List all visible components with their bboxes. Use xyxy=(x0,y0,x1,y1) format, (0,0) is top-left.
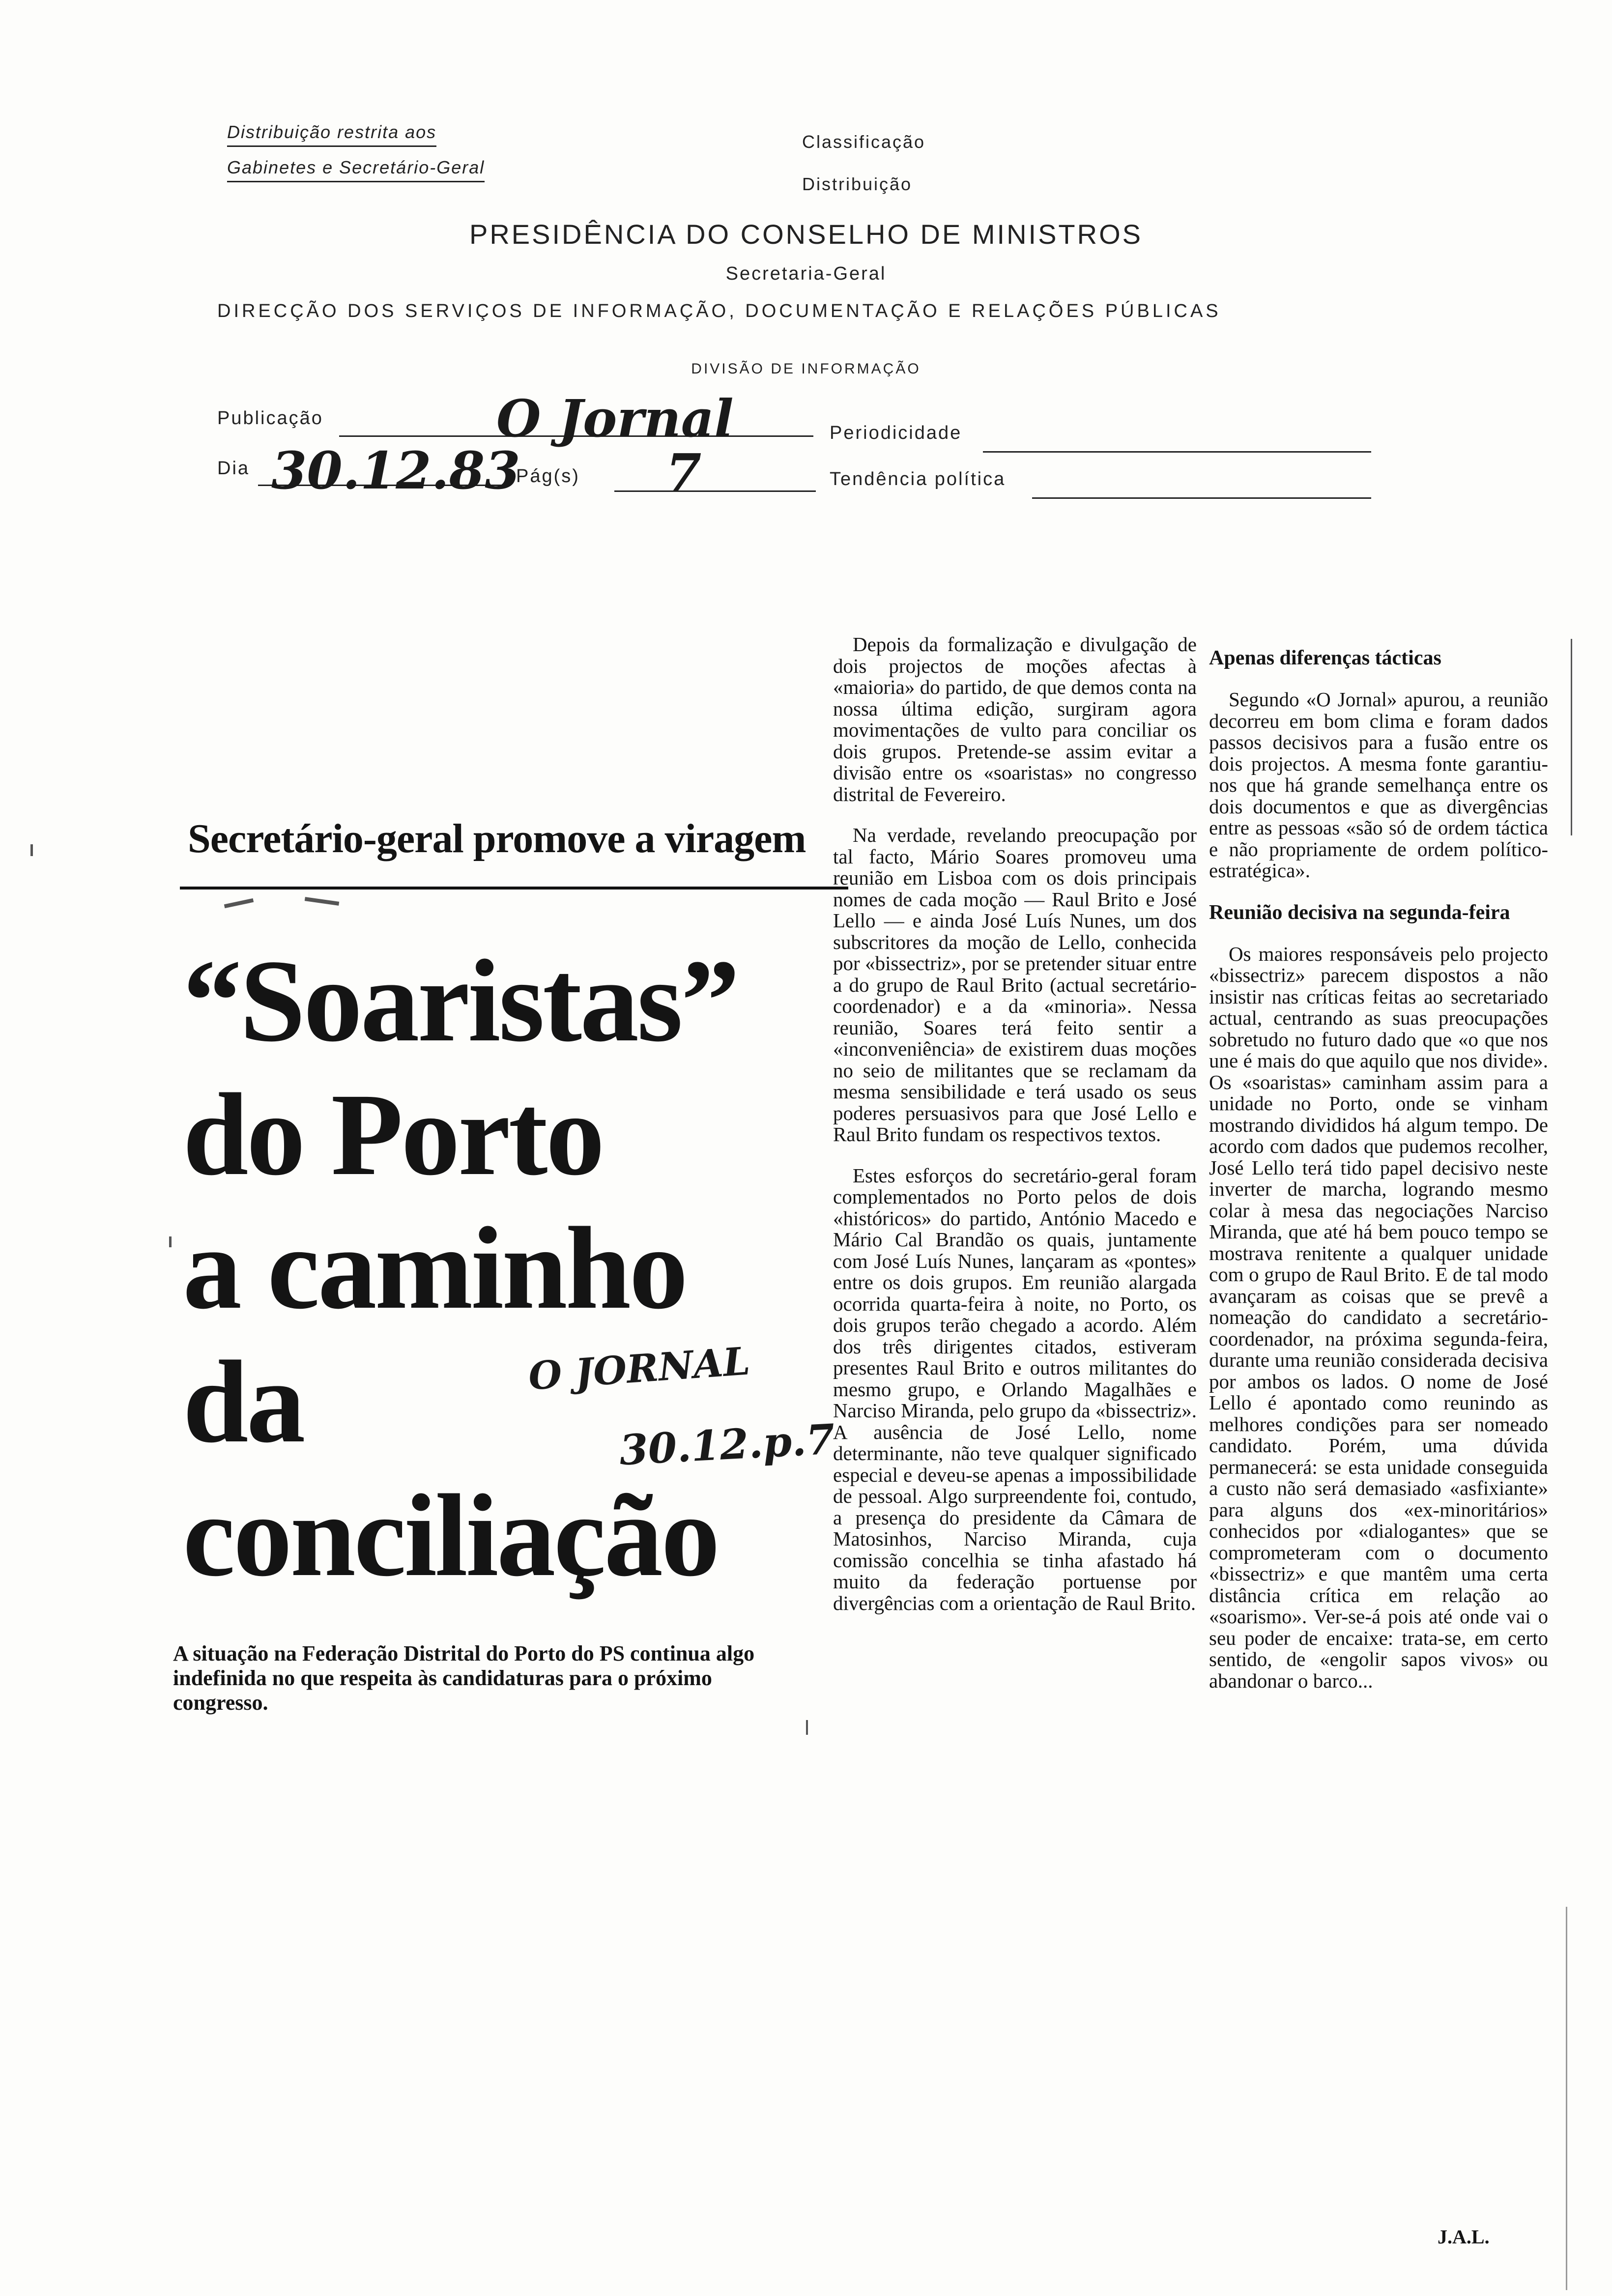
publication-label: Publicação xyxy=(217,408,323,429)
article-paragraph: Depois da formalização e divulgação de dois projectos de moções afectas à «maioria» do partido, de que demos conta na nossa última edição, surgiram agora movimentações de vulto para conciliar os dois grupos. Pretende-se assim evitar a divisão entre os «soaristas» no congresso distrital de Fevereiro. xyxy=(833,633,1197,805)
periodicity-field-line xyxy=(983,451,1371,453)
classification-label: Classificação xyxy=(802,132,926,152)
scan-speck xyxy=(30,844,33,856)
headline-line: “Soaristas” xyxy=(183,935,738,1066)
ministry-title: PRESIDÊNCIA DO CONSELHO DE MINISTROS xyxy=(469,219,1143,250)
archive-annotation-line2: 30.12.p.7 xyxy=(618,1414,836,1475)
article-signature: J.A.L. xyxy=(1438,2226,1490,2248)
pages-label: Pág(s) xyxy=(516,466,580,487)
publication-handwritten: O Jornal xyxy=(496,388,734,449)
distribution-restriction-line2: Gabinetes e Secretário-Geral xyxy=(227,157,485,182)
day-handwritten: 30.12.83 xyxy=(271,440,520,501)
article-column-1 xyxy=(833,634,1197,1614)
day-label: Dia xyxy=(217,458,250,479)
subheading: Apenas diferenças tácticas xyxy=(1209,647,1441,669)
headline-line: do Porto xyxy=(183,1069,603,1200)
headline-line: conciliação xyxy=(183,1470,719,1601)
directorate-title: DIRECÇÃO DOS SERVIÇOS DE INFORMAÇÃO, DOCUMENTAÇÃO E RELAÇÕES PÚBLICAS xyxy=(217,301,1221,321)
article-paragraph: Estes esforços do secretário-geral foram complementados no Porto pelos de dois «históricos» do partido, António Macedo e Mário Cal Brandão os quais, juntamente com José Luís Nunes, lançaram as «pontes» entre os dois grupos. Em reunião alargada ocorrida quarta-feira à noite, no Porto, os dois grupos terão chegado a acordo. Além dos três dirigentes citados, estiveram presentes Raul Brito e outros militantes do mesmo grupo, e Orlando Magalhães e Narciso Miranda, pelo grupo da «bissectriz». A ausência de José Lello, nome determinante, não teve qualquer significado especial e deveu-se apenas a impossibilidade de pessoal. Algo surpreendente foi, contudo, a presença do presidente da Câmara de Matosinhos, Narciso Miranda, cuja comissão concelhia se tinha afastado há muito da federação portuense por divergências com a orientação de Raul Brito. xyxy=(833,1164,1197,1614)
headline-line: da xyxy=(183,1336,304,1467)
division-title: DIVISÃO DE INFORMAÇÃO xyxy=(691,361,921,377)
article-paragraph: Na verdade, revelando preocupação por tal facto, Mário Soares promoveu uma reunião em Lisboa com os dois principais nomes de cada moção — Raul Brito e José Lello — e ainda José Luís Nunes, um dos subscritores da moção de Lello, conhecida por «bissectriz», por se pretender situar entre a do grupo de Raul Brito (actual secretário-coordenador) e a da «minoria». Nessa reunião, Soares terá feito sentir a «inconveniência» de existirem duas moções no seio de militantes que se reclamam da mesma sensibilidade e terá usado os seus poderes persuasivos para que José Lello e Raul Brito fundam os respectivos textos. xyxy=(833,824,1197,1146)
scan-speck xyxy=(224,898,254,908)
scan-speck xyxy=(305,897,339,906)
article-paragraph: Segundo «O Jornal» apurou, a reunião decorreu em bom clima e foram dados passos decisivos para a fusão entre os dois projectos. A mesma fonte garantiu-nos que há grande semelhança entre os dois documentos e que as divergências entre as pessoas «são só de ordem táctica e não propriamente de ordem político-estratégica». xyxy=(1209,688,1548,882)
secretariat-title: Secretaria-Geral xyxy=(725,263,887,284)
column-edge-mark xyxy=(1566,1907,1567,2290)
subheading: Reunião decisiva na segunda-feira xyxy=(1209,901,1510,924)
article-paragraph: Os maiores responsáveis pelo projecto «bissectriz» parecem dispostos a não insistir nas críticas feitas ao secretariado actual, centrando as suas preocupações sobretudo no futuro dado que «o que nos une é mais do que aquilo que nos divide». Os «soaristas» caminham assim para a unidade no Porto, onde se vinham mostrando divididos há algum tempo. De acordo com dados que pudemos recolher, José Lello terá tido papel decisivo neste inverter de marcha, logrando mesmo colar à mesa das negociações Narciso Miranda, que até há bem pouco tempo se mostrava renitente a qualquer unidade com o grupo de Raul Brito. E de tal modo avançaram as coisas que se prevê a nomeação do candidato a secretário-coordenador, na próxima segunda-feira, durante uma reunião considerada decisiva por ambos os lados. O nome de José Lello é apontado como reunindo as melhores condições para ser nomeado candidato. Porém, uma dúvida permanecerá: se esta unidade conseguida a custo não será demasiado «asfixiante» para alguns dos «ex-minoritários» conhecidos por «dialogantes» que se comprometeram com o documento «bissectriz» e que mantêm uma certa distância crítica em relação ao «soarismo». Ver-se-á pois até onde vai o seu poder de encaixe: trata-se, em certo sentido, de «engolir sapos vivos» ou abandonar o barco... xyxy=(1209,942,1548,1692)
headline-line: a caminho xyxy=(183,1203,687,1333)
kicker-rule xyxy=(180,887,848,890)
archive-annotation-line1: O JORNAL xyxy=(527,1339,752,1399)
article-column-2 xyxy=(1209,647,1548,1692)
article-kicker: Secretário-geral promove a viragem xyxy=(188,816,806,861)
pages-field-line xyxy=(614,490,816,492)
scan-speck xyxy=(169,1236,172,1247)
scan-speck xyxy=(806,1720,808,1735)
pages-handwritten: 7 xyxy=(666,442,702,503)
political-tendency-field-line xyxy=(1032,497,1371,499)
article-lead: A situação na Federação Distrital do Porto do PS continua algo indefinida no que respeita às candidaturas para o próximo congresso. xyxy=(173,1641,755,1715)
periodicity-label: Periodicidade xyxy=(830,423,962,443)
article-headline xyxy=(183,934,822,1602)
distribution-restriction-line1: Distribuição restrita aos xyxy=(227,122,436,147)
distribution-label: Distribuição xyxy=(802,174,913,194)
column-edge-mark xyxy=(1571,639,1572,835)
political-tendency-label: Tendência política xyxy=(830,469,1006,489)
